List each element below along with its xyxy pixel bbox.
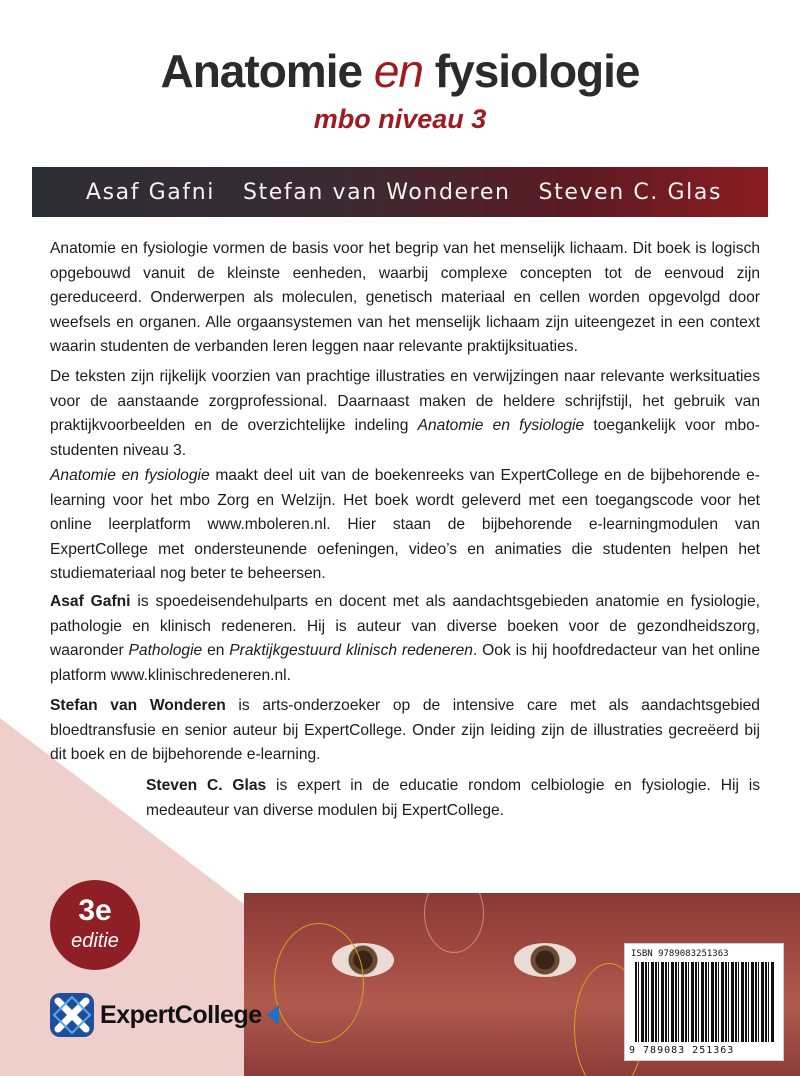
title-part2: fysiologie (434, 45, 640, 97)
description-paragraph: Anatomie en fysiologie vormen de basis voor het begrip van het menselijk lichaam. Dit boek is logisch opgebouwd vanuit de kleinste eenheden, waarbij complexe concepten tot de eenvoud zijn gereduceerd. Onderwerpen als moleculen, genetisch materiaal en cellen worden opgevolgd door weefsels en organen. Alle orgaansystemen van het menselijk lichaam zijn uiteengezet in een context waarin studenten de verbanden leren leggen naar relevante praktijksituaties. (50, 240, 760, 355)
edition-badge (50, 880, 140, 970)
description-paragraph: De teksten zijn rijkelijk voorzien van prachtige illustraties en verwijzingen naar relevante werksituaties voor de aanstaande zorgprofessional. Daarnaast maken de heldere schrijfstijl, het gebruik van praktijkvoorbeelden en de overzichtelijke indeling Anatomie en fysiologie toegankelijk voor mbo-studenten niveau 3. (50, 368, 760, 459)
book-title (0, 44, 800, 98)
author-name: Steven C. Glas (538, 179, 722, 205)
author-name: Stefan van Wonderen (242, 179, 511, 205)
nerve-illustration (274, 923, 364, 1043)
expertcollege-logo-icon (50, 993, 94, 1037)
barcode (624, 943, 784, 1061)
description-paragraph: Anatomie en fysiologie maakt deel uit van de boekenreeks van ExpertCollege en de bijbehorende e-learning voor het mbo Zorg en Welzijn. Het boek wordt geleverd met een toegangscode voor het online leerplatform www.mboleren.nl. Hier staan de bijbehorende e-learningmodulen van ExpertCollege met ondersteunende oefeningen, video’s en animaties die studenten helpen het studiemateriaal nog beter te beheersen. (50, 467, 760, 582)
author-bio-glas: Steven C. Glas is expert in de educatie rondom celbiologie en fysiologie. Hij is medeauteur van diverse modulen bij ExpertCollege. (146, 777, 760, 819)
eye-illustration (514, 943, 576, 977)
author-name: Asaf Gafni (85, 179, 215, 205)
title-en: en (373, 45, 424, 97)
isbn-label: ISBN 9789083251363 (631, 949, 729, 959)
book-subtitle: mbo niveau 3 (313, 104, 487, 134)
barcode-bars (635, 962, 775, 1042)
muscle-illustration (424, 893, 484, 953)
edition-label: editie (71, 930, 119, 952)
author-band (32, 167, 768, 217)
author-bio-van-wonderen: Stefan van Wonderen is arts-onderzoeker op de intensive care met als aandachtsgebied bloedtransfusie en senior auteur bij ExpertCollege. Onder zijn leiding zijn de illustraties gecreëerd bij dit boek en de bijbehorende e-learning. (50, 697, 760, 763)
title-part1: Anatomie (160, 45, 363, 97)
barcode-digits: 9 789083 251363 (629, 1045, 735, 1056)
edition-number: 3e (78, 894, 112, 927)
author-bio-gafni: Asaf Gafni is spoedeisendehulparts en docent met als aandachtsgebieden anatomie en fysiologie, pathologie en klinisch redeneren. Hij is auteur van diverse boeken voor de gezondheidszorg, waaronder Pathologie en Praktijkgestuurd klinisch redeneren. Ook is hij hoofdredacteur van het online platform www.klinischredeneren.nl. (50, 593, 760, 684)
logo-arrow-icon (265, 1003, 281, 1027)
logo-text: ExpertCollege (100, 1000, 262, 1029)
publisher-logo (50, 990, 281, 1040)
